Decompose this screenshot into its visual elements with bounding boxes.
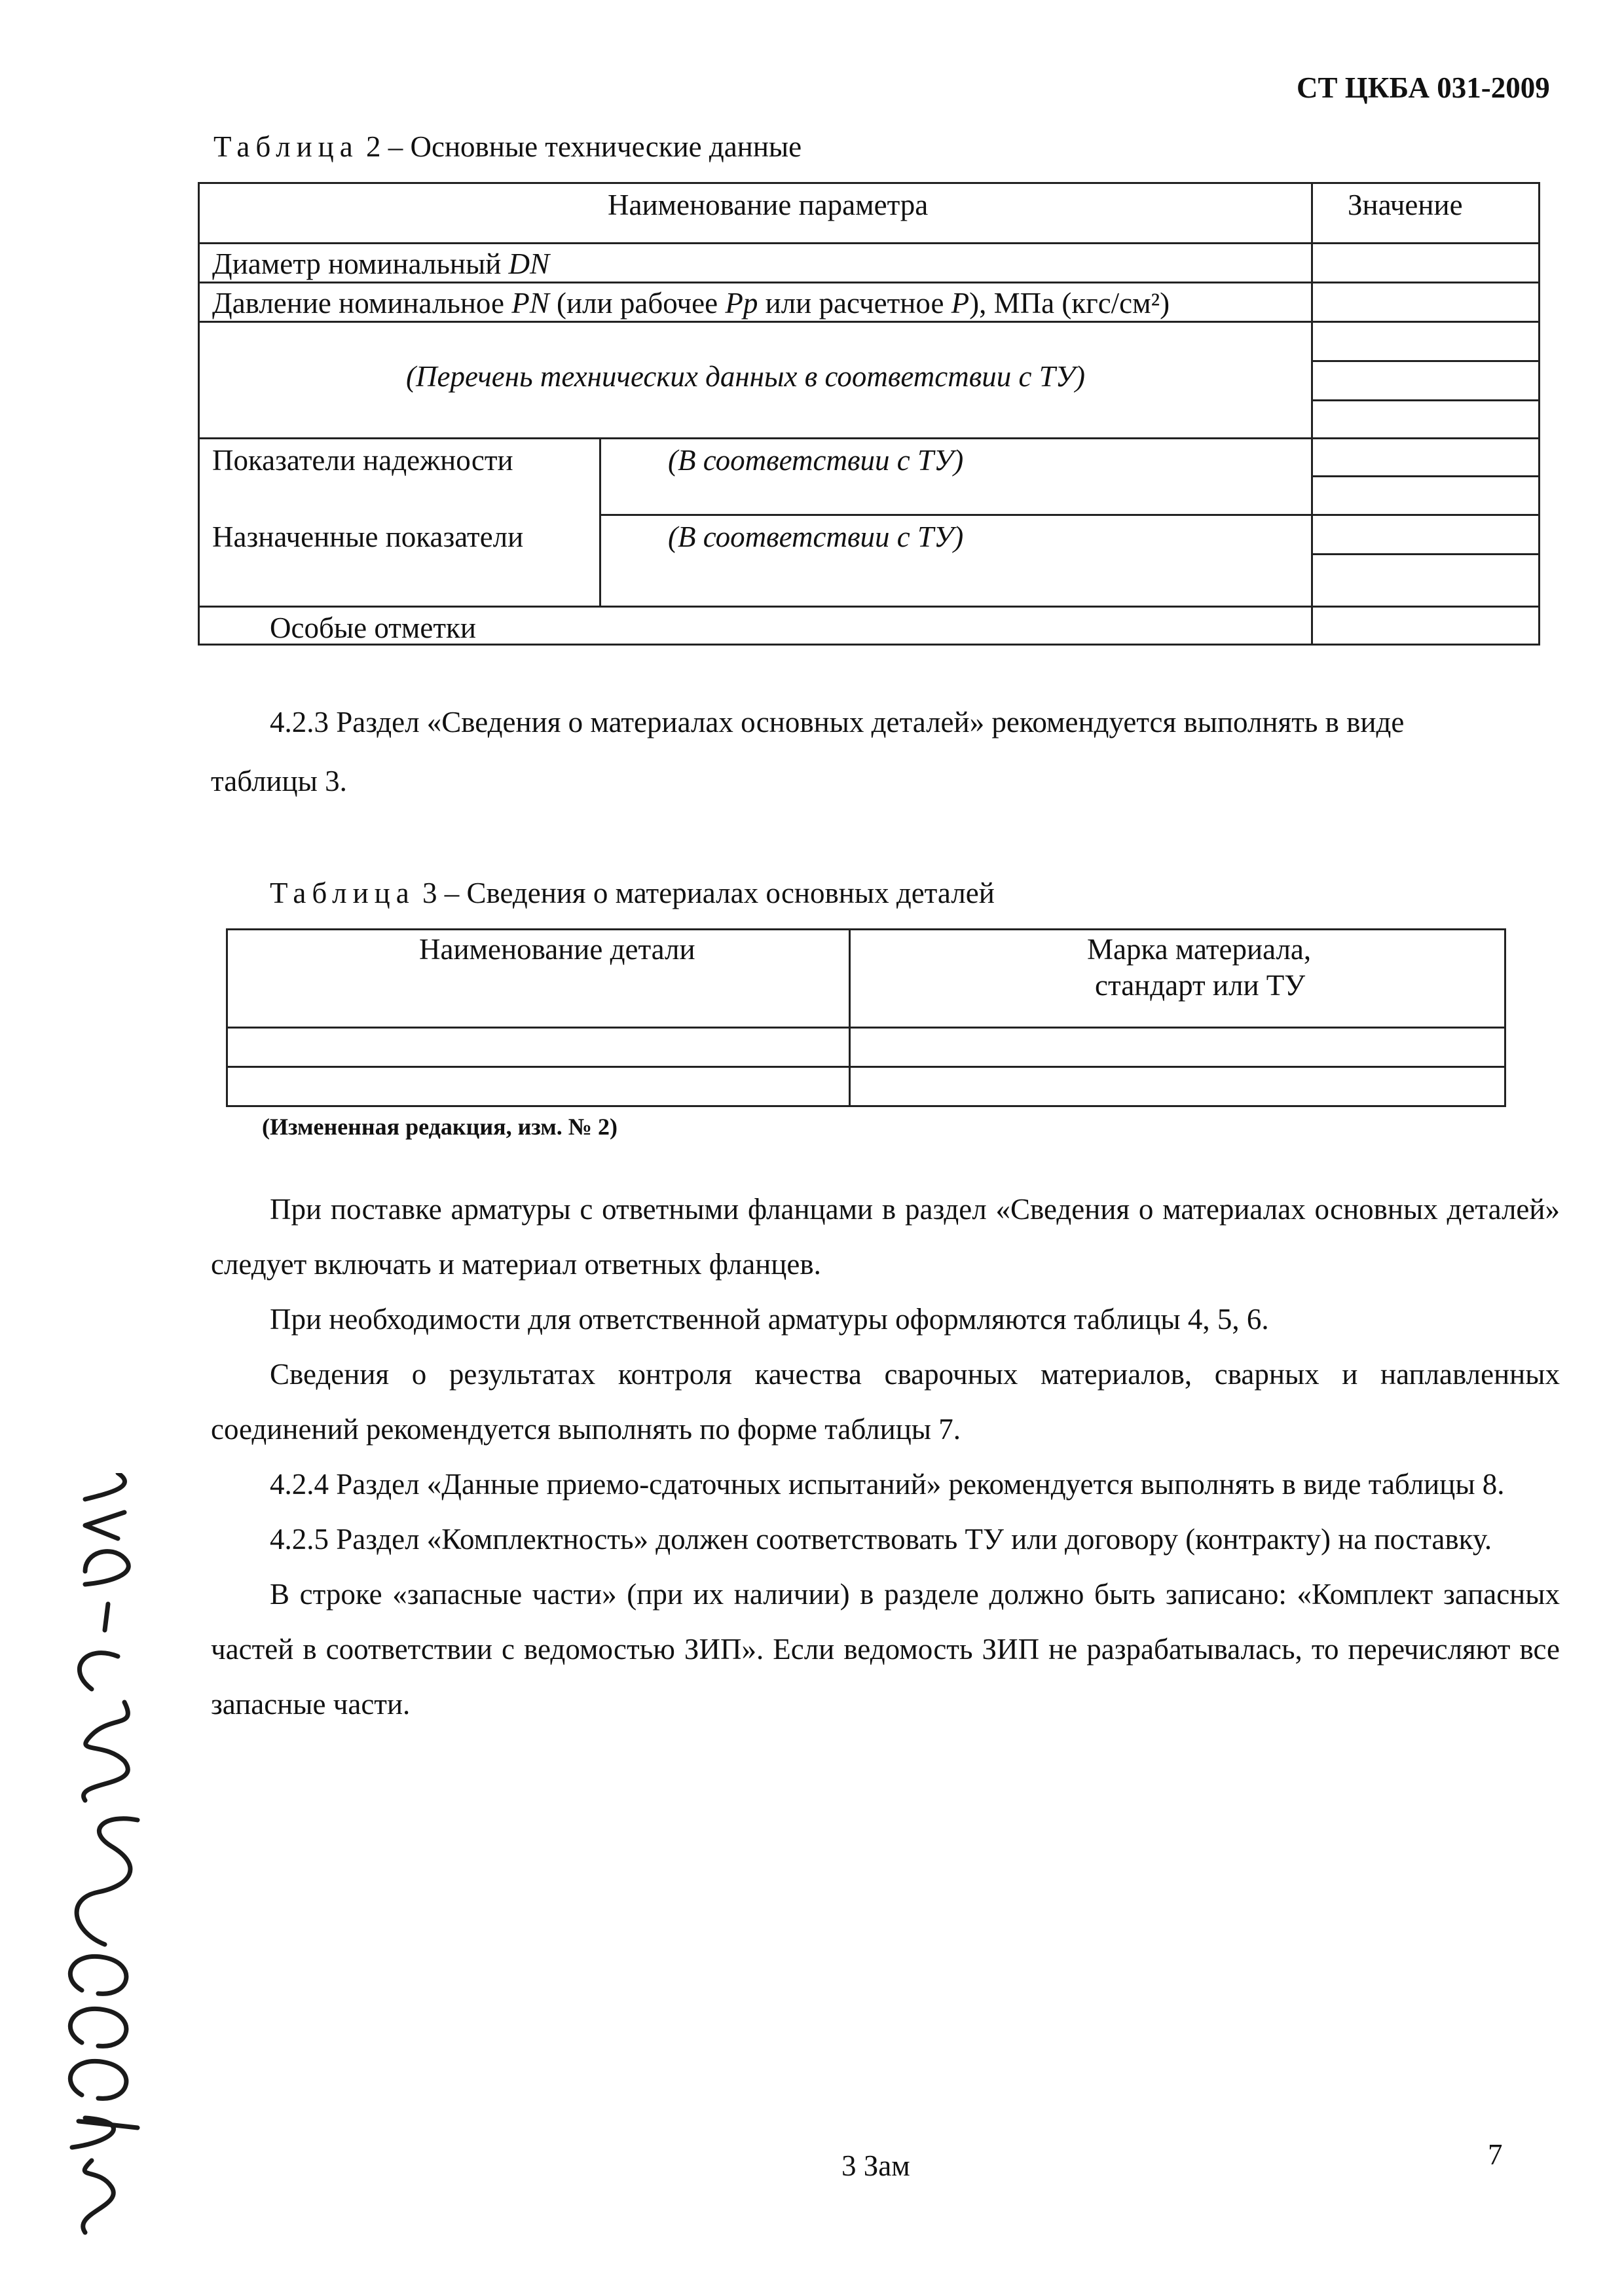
pressure-p: P — [951, 287, 970, 319]
pressure-text-a: Давление номинальное — [212, 287, 512, 319]
table3-header-part: Наименование детали — [419, 933, 695, 966]
table3-caption-prefix: Таблица — [270, 877, 415, 909]
table2-row-list: (Перечень технических данных в соответствии с ТУ) — [406, 360, 1086, 393]
table2-header-value: Значение — [1348, 189, 1463, 221]
table2-row-diameter — [212, 247, 549, 282]
paragraph-tables-456: При необходимости для ответственной арматуры оформляются таблицы 4, 5, 6. — [270, 1303, 1269, 1336]
diameter-symbol: DN — [508, 247, 550, 280]
footer-change-note: 3 Зам — [841, 2149, 910, 2182]
pressure-text-c: или расчетное — [758, 287, 951, 319]
table2-row-reliability: Показатели надежности — [212, 444, 513, 477]
table3-header-material-1: Марка материала, — [1087, 933, 1312, 966]
revision-note: (Измененная редакция, изм. № 2) — [262, 1114, 618, 1140]
para-423-line1: 4.2.3 Раздел «Сведения о материалах основных деталей» рекомендуется выполнять в виде — [270, 706, 1405, 738]
pressure-pn: PN — [511, 287, 549, 319]
pressure-text-b: (или рабочее — [549, 287, 726, 319]
table2-row-pressure — [212, 287, 1170, 321]
table2-reliability-note: (В соответствии с ТУ) — [668, 444, 964, 477]
paragraph-welding: Сведения о результатах контроля качества сварочных материалов, сварных и наплавленных соединений рекомендуется выполнять по форме таблицы 7. — [211, 1358, 1560, 1446]
table2-header-param: Наименование параметра — [608, 189, 929, 221]
table2-row-special: Особые отметки — [270, 611, 476, 644]
paragraph-424: 4.2.4 Раздел «Данные приемо-сдаточных испытаний» рекомендуется выполнять в виде таблицы 8. — [270, 1468, 1505, 1501]
table2-caption — [213, 130, 802, 164]
table2-row-assigned: Назначенные показатели — [212, 520, 524, 553]
page-number: 7 — [1488, 2138, 1503, 2171]
diameter-label: Диаметр номинальный — [212, 247, 509, 280]
body-text — [211, 1182, 1560, 1732]
handwritten-signature — [46, 1473, 170, 2246]
table3-caption-rest: 3 – Сведения о материалах основных деталей — [415, 877, 995, 909]
pressure-pp: Pp — [725, 287, 758, 319]
pressure-text-d: ), МПа (кгс/см²) — [969, 287, 1170, 319]
paragraph-spare-parts: В строке «запасные части» (при их наличии) в разделе должно быть записано: «Комплект запасных частей в соответствии с ведомостью ЗИП». Если ведомость ЗИП не разрабатывалась, то перечисляют все запасные части. — [211, 1578, 1560, 1721]
table2-assigned-note: (В соответствии с ТУ) — [668, 520, 964, 553]
para-423-line2: таблицы 3. — [211, 765, 347, 797]
paragraph-425: 4.2.5 Раздел «Комплектность» должен соответствовать ТУ или договору (контракту) на поставку. — [270, 1523, 1492, 1556]
document-code: СТ ЦКБА 031-2009 — [1297, 71, 1550, 104]
paragraph-flanges: При поставке арматуры с ответными фланцами в раздел «Сведения о материалах основных деталей» следует включать и материал ответных фланцев. — [211, 1193, 1560, 1281]
table3-header-material-2: стандарт или ТУ — [1095, 969, 1306, 1002]
table3-caption — [270, 876, 995, 910]
table2-caption-prefix: Таблица — [213, 130, 359, 163]
table2-caption-rest: 2 – Основные технические данные — [358, 130, 802, 163]
